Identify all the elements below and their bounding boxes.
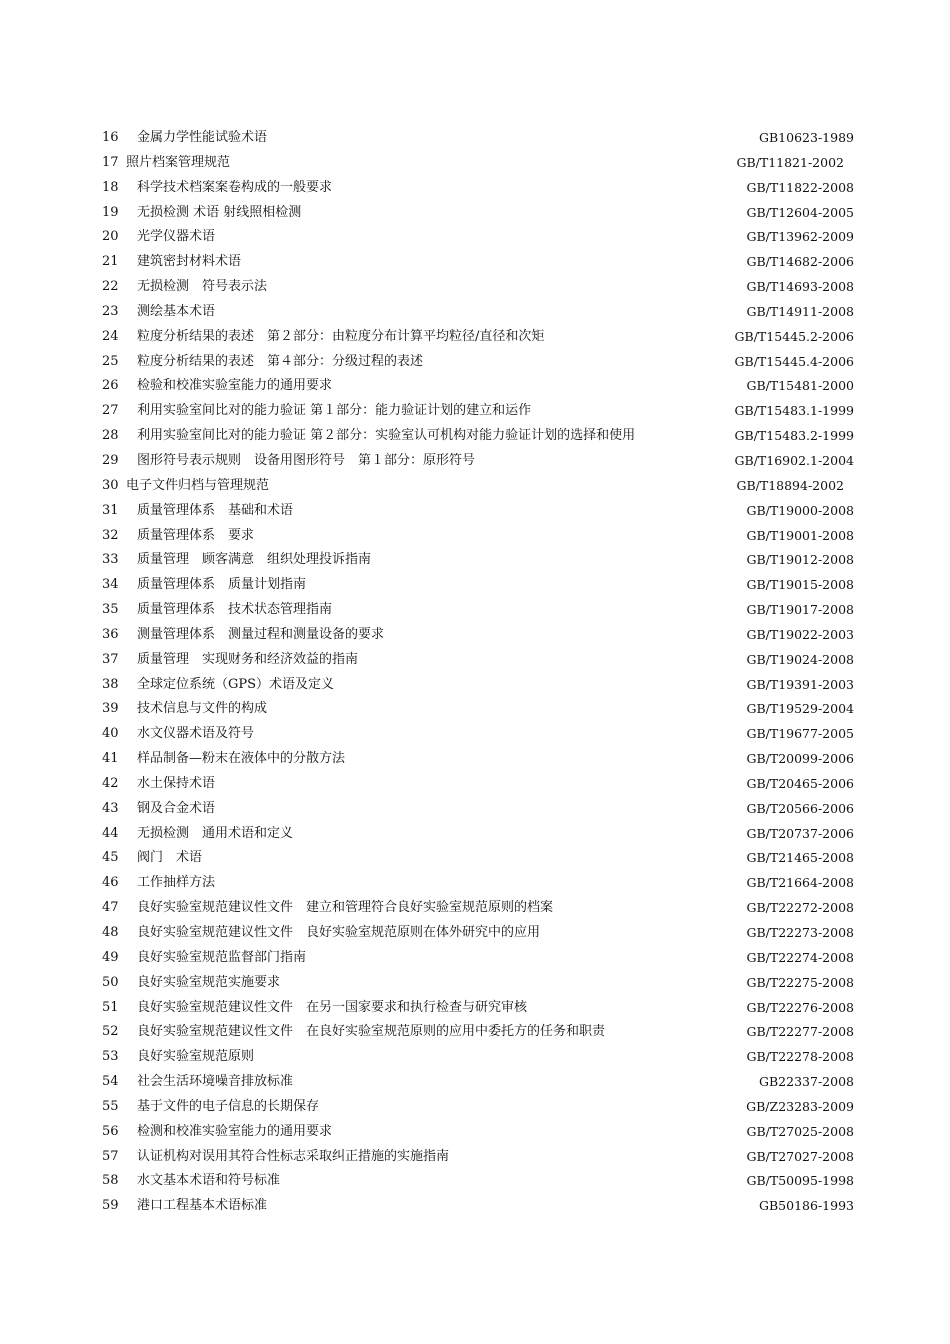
list-item (0, 1145, 950, 1170)
item-title: 粒度分析结果的表述 第４部分：分级过程的表述 (137, 353, 424, 369)
list-item (0, 1169, 950, 1194)
standard-code: GB/T22276-2008 (746, 999, 854, 1015)
standard-code: GB/T22273-2008 (746, 925, 854, 940)
list-item (0, 449, 950, 474)
standard-code: GB/T50095-1998 (746, 1173, 854, 1189)
list-item (0, 747, 950, 772)
list-item (0, 176, 950, 201)
standard-code: GB/T27025-2008 (746, 1123, 854, 1139)
list-item (0, 772, 950, 797)
list-item (0, 300, 950, 325)
item-title: 建筑密封材料术语 (137, 254, 242, 270)
item-title: 良好实验室规范建议性文件 在良好实验室规范原则的应用中委托方的任务和职责 (137, 1024, 606, 1040)
list-item (0, 1045, 950, 1070)
standard-code: GB/T12604-2005 (746, 204, 854, 220)
list-item (0, 673, 950, 698)
item-number: 32 (102, 527, 119, 543)
item-title: 阀门 术语 (137, 850, 203, 866)
standard-code: GB/T15445.4-2006 (734, 353, 854, 369)
item-number: 47 (102, 900, 119, 916)
standard-code: GB/T14682-2006 (746, 254, 854, 270)
standard-code: GB/T14693-2008 (746, 279, 854, 295)
item-number: 37 (102, 651, 119, 667)
standard-code: GB/T19391-2003 (746, 676, 854, 692)
item-title: 港口工程基本术语标准 (137, 1198, 268, 1214)
list-item (0, 250, 950, 275)
item-number: 29 (102, 452, 119, 468)
item-number: 36 (102, 626, 119, 642)
standard-code: GB/T11821-2002 (736, 154, 844, 170)
item-title: 无损检测 术语 射线照相检测 (137, 204, 302, 220)
item-title: 良好实验室规范建议性文件 在另一国家要求和执行检查与研究审核 (137, 999, 528, 1015)
standard-code: GB/T18894-2002 (736, 477, 844, 493)
list-item (0, 623, 950, 648)
item-title: 无损检测 符号表示法 (137, 279, 268, 295)
standard-code: GB/T22277-2008 (746, 1024, 854, 1040)
item-title: 光学仪器术语 (137, 229, 216, 245)
list-item (0, 921, 950, 946)
item-number: 38 (102, 676, 119, 692)
item-number: 21 (102, 254, 119, 270)
standard-code: GB/T15483.2-1999 (734, 428, 854, 444)
item-title: 工作抽样方法 (137, 875, 216, 891)
item-number: 53 (102, 1049, 119, 1065)
list-item (0, 946, 950, 971)
item-number: 49 (102, 949, 119, 965)
list-item (0, 350, 950, 375)
list-item (0, 871, 950, 896)
item-title: 良好实验室规范监督部门指南 (137, 949, 307, 965)
item-title: 水文仪器术语及符号 (137, 726, 255, 742)
item-number: 34 (102, 577, 119, 593)
standard-code: GB/T19529-2004 (746, 701, 854, 717)
standard-code: GB10623-1989 (759, 130, 854, 145)
list-item (0, 524, 950, 549)
standard-code: GB/T19017-2008 (746, 602, 854, 618)
list-item (0, 996, 950, 1021)
standard-code: GB/T11822-2008 (746, 179, 854, 195)
item-title: 测绘基本术语 (137, 303, 216, 319)
item-number: 18 (102, 179, 119, 195)
standard-code: GB/T19012-2008 (746, 552, 854, 568)
item-number: 59 (102, 1198, 119, 1214)
item-number: 46 (102, 875, 119, 891)
item-title: 社会生活环境噪音排放标准 (137, 1074, 294, 1090)
item-title: 良好实验室规范建议性文件 良好实验室规范原则在体外研究中的应用 (137, 925, 541, 940)
item-number: 57 (102, 1148, 119, 1164)
list-item (0, 573, 950, 598)
standard-code: GB/T22275-2008 (746, 974, 854, 990)
item-title: 良好实验室规范建议性文件 建立和管理符合良好实验室规范原则的档案 (137, 900, 554, 916)
item-number: 35 (102, 602, 119, 618)
item-number: 28 (102, 428, 119, 444)
item-number: 33 (102, 552, 119, 568)
standard-code: GB/T19677-2005 (746, 726, 854, 742)
standard-code: GB50186-1993 (759, 1198, 854, 1214)
item-number: 58 (102, 1173, 119, 1189)
item-title: 科学技术档案案卷构成的一般要求 (137, 179, 333, 195)
item-title: 质量管理体系 基础和术语 (137, 502, 294, 518)
standard-code: GB/T20099-2006 (746, 751, 854, 767)
standard-code: GB/T21465-2008 (746, 850, 854, 866)
standard-code: GB/T15445.2-2006 (734, 328, 854, 344)
item-title: 质量管理体系 质量计划指南 (137, 577, 307, 593)
item-number: 51 (102, 999, 119, 1015)
item-title: 测量管理体系 测量过程和测量设备的要求 (137, 626, 385, 642)
item-title: 无损检测 通用术语和定义 (137, 825, 294, 841)
list-item (0, 846, 950, 871)
standard-code: GB/T15483.1-1999 (734, 403, 854, 419)
item-title: 利用实验室间比对的能力验证 第２部分：实验室认可机构对能力验证计划的选择和使用 (137, 428, 636, 444)
item-title: 基于文件的电子信息的长期保存 (137, 1098, 320, 1114)
list-item (0, 1194, 950, 1219)
list-item (0, 896, 950, 921)
item-title: 金属力学性能试验术语 (137, 130, 268, 145)
item-title: 检测和校准实验室能力的通用要求 (137, 1123, 333, 1139)
list-item (0, 1095, 950, 1120)
item-number: 50 (102, 974, 119, 990)
item-title: 水文基本术语和符号标准 (137, 1173, 281, 1189)
list-item (0, 201, 950, 226)
list-item (0, 275, 950, 300)
standard-code: GB/T20465-2006 (746, 775, 854, 791)
item-number: 17 (102, 154, 119, 170)
item-title: 照片档案管理规范 (126, 154, 231, 170)
item-number: 25 (102, 353, 119, 369)
standard-code: GB/T13962-2009 (746, 229, 854, 245)
item-number: 26 (102, 378, 119, 394)
item-number: 42 (102, 775, 119, 791)
standard-code: GB/T19015-2008 (746, 577, 854, 593)
standard-code: GB/T27027-2008 (746, 1148, 854, 1164)
item-title: 质量管理 实现财务和经济效益的指南 (137, 651, 359, 667)
list-item (0, 424, 950, 449)
standard-code: GB/T20566-2006 (746, 800, 854, 816)
standard-code: GB/T14911-2008 (746, 303, 854, 319)
list-item (0, 548, 950, 573)
list-item (0, 126, 950, 151)
item-number: 24 (102, 328, 119, 344)
standard-code: GB/T22272-2008 (746, 900, 854, 916)
item-number: 19 (102, 204, 119, 220)
standard-code: GB/Z23283-2009 (746, 1098, 854, 1114)
list-item (0, 598, 950, 623)
list-item (0, 1020, 950, 1045)
standard-code: GB/T19000-2008 (746, 502, 854, 518)
standard-code: GB/T19022-2003 (746, 626, 854, 642)
item-number: 43 (102, 800, 119, 816)
item-number: 22 (102, 279, 119, 295)
list-item (0, 151, 950, 176)
list-item (0, 1070, 950, 1095)
list-item (0, 722, 950, 747)
item-title: 良好实验室规范原则 (137, 1049, 255, 1065)
item-number: 20 (102, 229, 119, 245)
list-item (0, 474, 950, 499)
standard-code: GB/T19024-2008 (746, 651, 854, 667)
standard-code: GB/T22274-2008 (746, 949, 854, 965)
standard-code: GB/T22278-2008 (746, 1049, 854, 1065)
item-title: 质量管理体系 技术状态管理指南 (137, 602, 333, 618)
item-title: 全球定位系统（GPS）术语及定义 (137, 676, 335, 692)
list-item (0, 971, 950, 996)
standard-code: GB/T16902.1-2004 (734, 452, 854, 468)
item-number: 52 (102, 1024, 119, 1040)
item-title: 粒度分析结果的表述 第２部分：由粒度分布计算平均粒径/直径和次矩 (137, 328, 545, 344)
item-number: 44 (102, 825, 119, 841)
item-number: 48 (102, 925, 119, 940)
item-number: 56 (102, 1123, 119, 1139)
item-number: 23 (102, 303, 119, 319)
standards-list (0, 126, 950, 1219)
item-title: 良好实验室规范实施要求 (137, 974, 281, 990)
list-item (0, 499, 950, 524)
item-title: 质量管理 顾客满意 组织处理投诉指南 (137, 552, 372, 568)
item-title: 认证机构对误用其符合性标志采取纠正措施的实施指南 (137, 1148, 450, 1164)
list-item (0, 399, 950, 424)
item-number: 31 (102, 502, 119, 518)
item-number: 54 (102, 1074, 119, 1090)
standard-code: GB/T15481-2000 (746, 378, 854, 394)
standard-code: GB22337-2008 (759, 1074, 854, 1090)
item-title: 水土保持术语 (137, 775, 216, 791)
standard-code: GB/T20737-2006 (746, 825, 854, 841)
item-number: 27 (102, 403, 119, 419)
item-number: 16 (102, 130, 119, 145)
list-item (0, 822, 950, 847)
item-title: 质量管理体系 要求 (137, 527, 255, 543)
standard-code: GB/T21664-2008 (746, 875, 854, 891)
item-title: 钢及合金术语 (137, 800, 216, 816)
item-number: 45 (102, 850, 119, 866)
item-title: 样品制备—粉末在液体中的分散方法 (137, 751, 346, 767)
list-item (0, 797, 950, 822)
item-number: 55 (102, 1098, 119, 1114)
item-title: 利用实验室间比对的能力验证 第１部分：能力验证计划的建立和运作 (137, 403, 532, 419)
item-title: 电子文件归档与管理规范 (126, 477, 270, 493)
list-item (0, 648, 950, 673)
list-item (0, 697, 950, 722)
list-item (0, 325, 950, 350)
item-number: 30 (102, 477, 119, 493)
item-title: 技术信息与文件的构成 (137, 701, 268, 717)
standard-code: GB/T19001-2008 (746, 527, 854, 543)
list-item (0, 225, 950, 250)
item-number: 41 (102, 751, 119, 767)
list-item (0, 374, 950, 399)
item-title: 图形符号表示规则 设备用图形符号 第１部分：原形符号 (137, 452, 476, 468)
item-title: 检验和校准实验室能力的通用要求 (137, 378, 333, 394)
item-number: 39 (102, 701, 119, 717)
item-number: 40 (102, 726, 119, 742)
list-item (0, 1120, 950, 1145)
